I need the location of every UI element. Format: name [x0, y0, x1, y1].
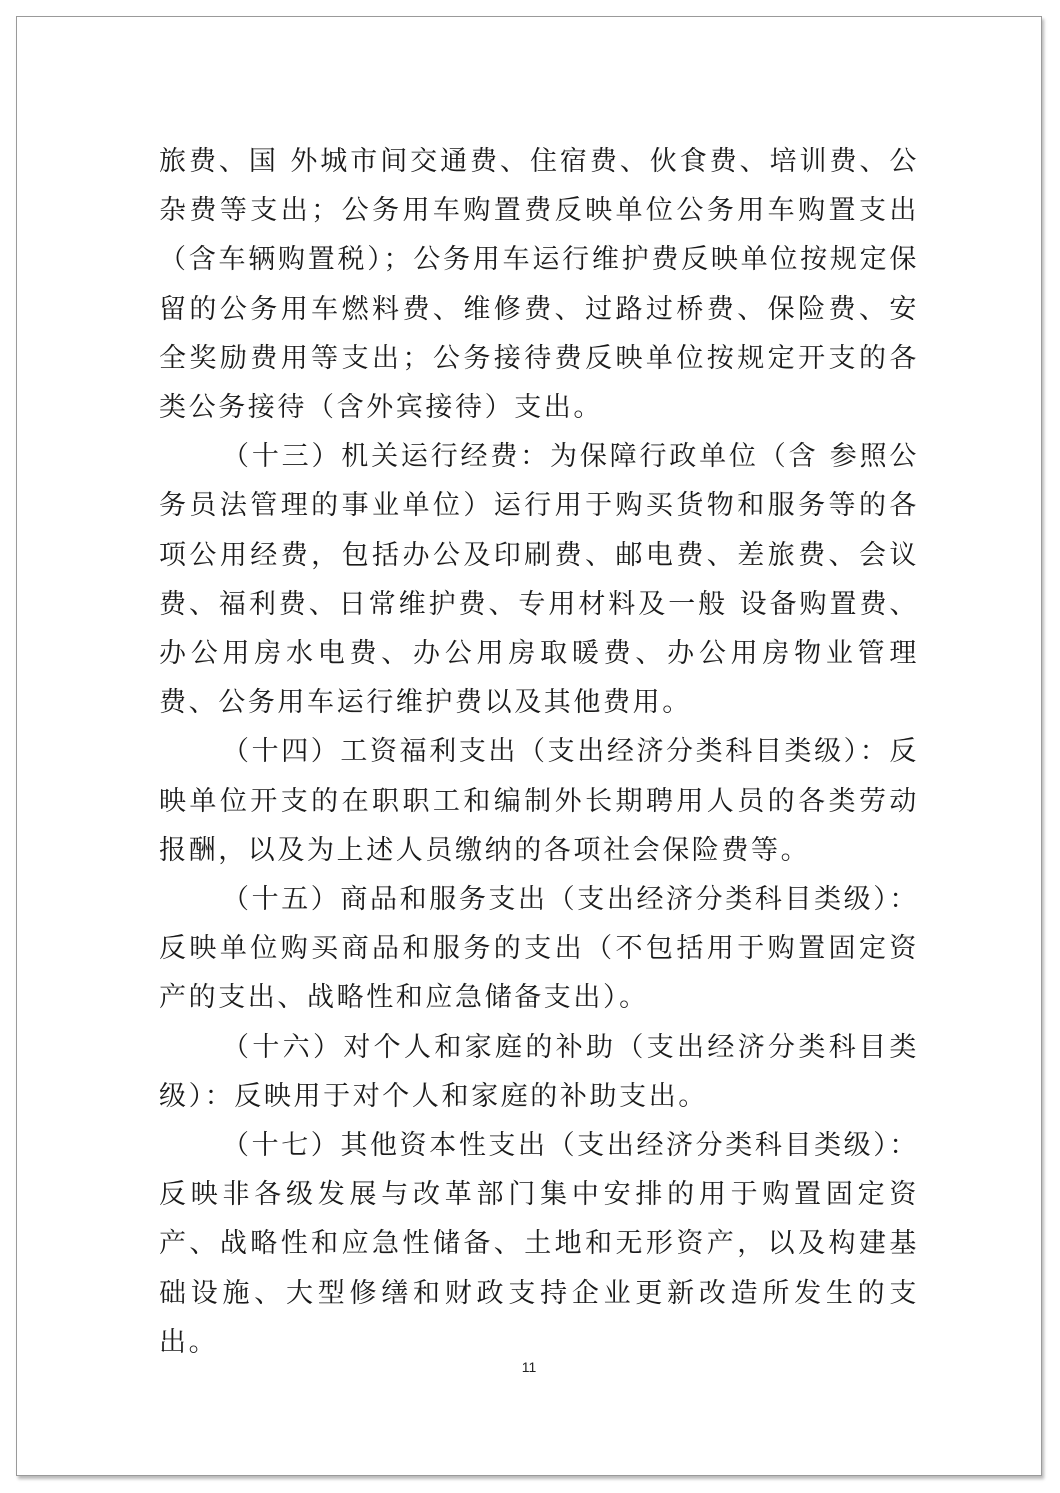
paragraph-item-15: （十五）商品和服务支出（支出经济分类科目类级）：反映单位购买商品和服务的支出（不包括用于购置固定资产的支出、战略性和应急储备支出）。: [159, 884, 919, 1014]
paragraph-item-17: （十七）其他资本性支出（支出经济分类科目类级）：反映非各级发展与改革部门集中安排的用于购置固定资产、战略性和应急性储备、土地和无形资产，以及构建基础设施、大型修缮和财政支持企业更新改造所发生的支出。: [159, 1130, 919, 1358]
paragraph-item-13: （十三）机关运行经费：为保障行政单位（含 参照公务员法管理的事业单位）运行用于购买货物和服务等的各项公用经费，包括办公及印刷费、邮电费、差旅费、会议费、福利费、日常维护费、专用材料及一般 设备购置费、办公用房水电费、办公用房取暖费、办公用房物业管理费、公务用车运行维护费以及其他费用。: [159, 441, 919, 719]
document-page: [16, 16, 1042, 1476]
document-body: [159, 137, 919, 1367]
paragraph-item-14: （十四）工资福利支出（支出经济分类科目类级）：反映单位开支的在职职工和编制外长期聘用人员的各类劳动报酬，以及为上述人员缴纳的各项社会保险费等。: [159, 736, 919, 866]
page-number: 11: [521, 1359, 537, 1375]
paragraph-continuation: 旅费、国 外城市间交通费、住宿费、伙食费、培训费、公杂费等支出；公务用车购置费反映单位公务用车购置支出（含车辆购置税）；公务用车运行维护费反映单位按规定保留的公务用车燃料费、维修费、过路过桥费、保险费、安全奖励费用等支出；公务接待费反映单位按规定开支的各类公务接待（含外宾接待）支出。: [159, 146, 919, 424]
paragraph-item-16: （十六）对个人和家庭的补助（支出经济分类科目类级）：反映用于对个人和家庭的补助支出。: [159, 1031, 919, 1112]
